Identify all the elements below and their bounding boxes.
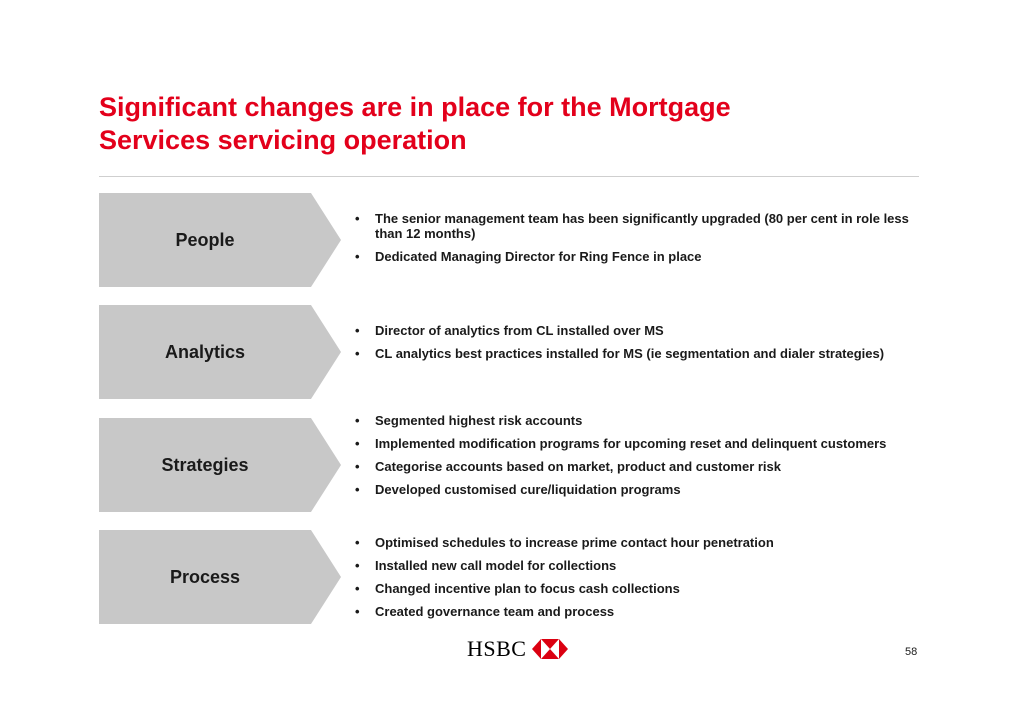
page-number: 58 [905, 646, 918, 658]
list-item [352, 604, 922, 619]
bullet-text: Segmented highest risk accounts [375, 413, 583, 428]
list-item [352, 323, 922, 338]
bullet-icon: • [355, 249, 360, 264]
hsbc-hexagon-icon [532, 639, 568, 659]
list-item [352, 413, 922, 428]
bullet-icon: • [355, 558, 360, 573]
bullet-text: Categorise accounts based on market, product and customer risk [375, 459, 782, 474]
chevron-label-analytics: Analytics [164, 341, 246, 362]
bullet-list-strategies [352, 413, 922, 505]
bullet-text: Implemented modification programs for upcoming reset and delinquent customers [375, 436, 887, 451]
bullet-text: The senior management team has been significantly upgraded (80 per cent in role less than 12 months) [375, 211, 909, 241]
bullet-icon: • [355, 535, 360, 550]
bullet-list-process [352, 535, 922, 627]
bullet-icon: • [355, 413, 360, 428]
bullet-text: Installed new call model for collections [375, 558, 617, 573]
bullet-text: Created governance team and process [375, 604, 615, 619]
hsbc-logo-text: HSBC [467, 636, 527, 661]
bullet-icon: • [355, 482, 360, 497]
bullet-icon: • [355, 436, 360, 451]
chevron-label-people: People [175, 229, 235, 250]
bullet-text: Optimised schedules to increase prime contact hour penetration [375, 535, 774, 550]
slide-title-line-2: Services servicing operation [99, 125, 467, 155]
list-item [352, 535, 922, 550]
bullet-text: Developed customised cure/liquidation programs [375, 482, 681, 497]
list-item [352, 211, 922, 241]
chevron-process [99, 530, 341, 624]
title-divider [99, 176, 919, 177]
chevron-analytics [99, 305, 341, 399]
list-item [352, 482, 922, 497]
chevron-people [99, 193, 341, 287]
bullet-icon: • [355, 604, 360, 619]
bullet-text: Director of analytics from CL installed over MS [375, 323, 664, 338]
list-item [352, 346, 922, 361]
bullet-icon: • [355, 459, 360, 474]
list-item [352, 558, 922, 573]
bullet-text: Changed incentive plan to focus cash collections [375, 581, 680, 596]
slide-title [99, 91, 899, 157]
hsbc-logo [467, 637, 568, 661]
chevron-label-process: Process [169, 566, 241, 587]
bullet-icon: • [355, 581, 360, 596]
list-item [352, 581, 922, 596]
bullet-list-analytics [352, 323, 922, 369]
bullet-text: Dedicated Managing Director for Ring Fence in place [375, 249, 702, 264]
chevron-label-strategies: Strategies [161, 454, 249, 475]
bullet-icon: • [355, 211, 360, 226]
bullet-icon: • [355, 323, 360, 338]
bullet-icon: • [355, 346, 360, 361]
bullet-list-people [352, 211, 922, 272]
chevron-strategies [99, 418, 341, 512]
list-item [352, 459, 922, 474]
bullet-text: CL analytics best practices installed for MS (ie segmentation and dialer strategies) [375, 346, 885, 361]
list-item [352, 436, 922, 451]
slide-title-line-1: Significant changes are in place for the Mortgage [99, 92, 731, 122]
list-item [352, 249, 922, 264]
